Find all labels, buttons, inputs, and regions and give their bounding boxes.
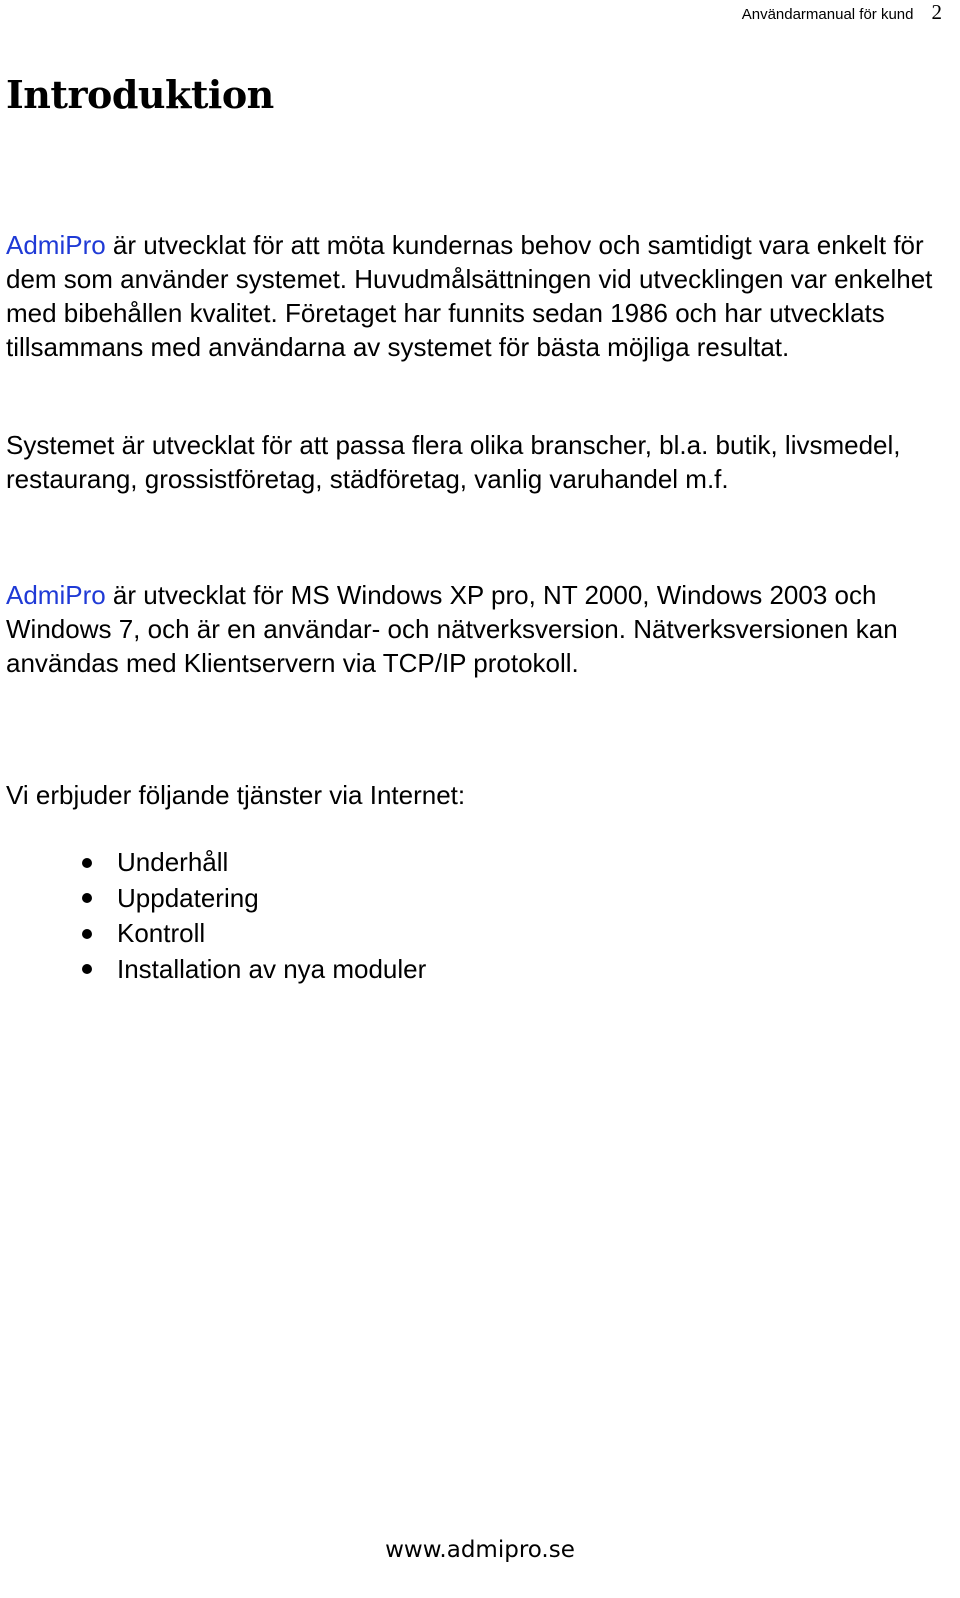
services-intro-text: Vi erbjuder följande tjänster via Internet: bbox=[6, 780, 466, 810]
services-list bbox=[78, 845, 426, 987]
platform-paragraph bbox=[6, 578, 946, 680]
intro-paragraph bbox=[6, 228, 946, 364]
services-intro bbox=[6, 778, 946, 812]
list-item bbox=[78, 881, 426, 917]
industries-paragraph bbox=[6, 428, 946, 496]
bullet-icon bbox=[82, 858, 92, 868]
platform-paragraph-text: är utvecklat för MS Windows XP pro, NT 2000, Windows 2003 och Windows 7, och är en användar- och nätverksversion. Nätverksversionen kan användas med Klientservern via TCP/IP protokoll. bbox=[6, 580, 898, 678]
bullet-icon bbox=[82, 929, 92, 939]
list-item bbox=[78, 952, 426, 988]
industries-paragraph-text: Systemet är utvecklat för att passa flera olika branscher, bl.a. butik, livsmedel, restaurang, grossistföretag, städföretag, vanlig varuhandel m.f. bbox=[6, 430, 901, 494]
brand-name: AdmiPro bbox=[6, 580, 106, 610]
list-item bbox=[78, 845, 426, 881]
page-header bbox=[742, 0, 942, 22]
brand-name: AdmiPro bbox=[6, 230, 106, 260]
bullet-icon bbox=[82, 964, 92, 974]
list-item-label: Uppdatering bbox=[117, 882, 259, 913]
bullet-icon bbox=[82, 893, 92, 903]
page-number: 2 bbox=[931, 0, 942, 24]
page-title: Introduktion bbox=[6, 72, 274, 117]
list-item bbox=[78, 916, 426, 952]
footer-url: www.admipro.se bbox=[385, 1537, 575, 1563]
list-item-label: Kontroll bbox=[117, 918, 206, 949]
intro-paragraph-text: är utvecklat för att möta kundernas behov och samtidigt vara enkelt för dem som använder systemet. Huvudmålsättningen vid utvecklingen var enkelhet med bibehållen kvalitet. Företaget har funnits sedan 1986 och har utvecklats tillsammans med användarna av systemet för bästa möjliga resultat. bbox=[6, 230, 933, 362]
list-item-label: Underhåll bbox=[117, 847, 229, 878]
header-title: Användarmanual för kund bbox=[741, 6, 914, 23]
list-item-label: Installation av nya moduler bbox=[117, 953, 427, 984]
